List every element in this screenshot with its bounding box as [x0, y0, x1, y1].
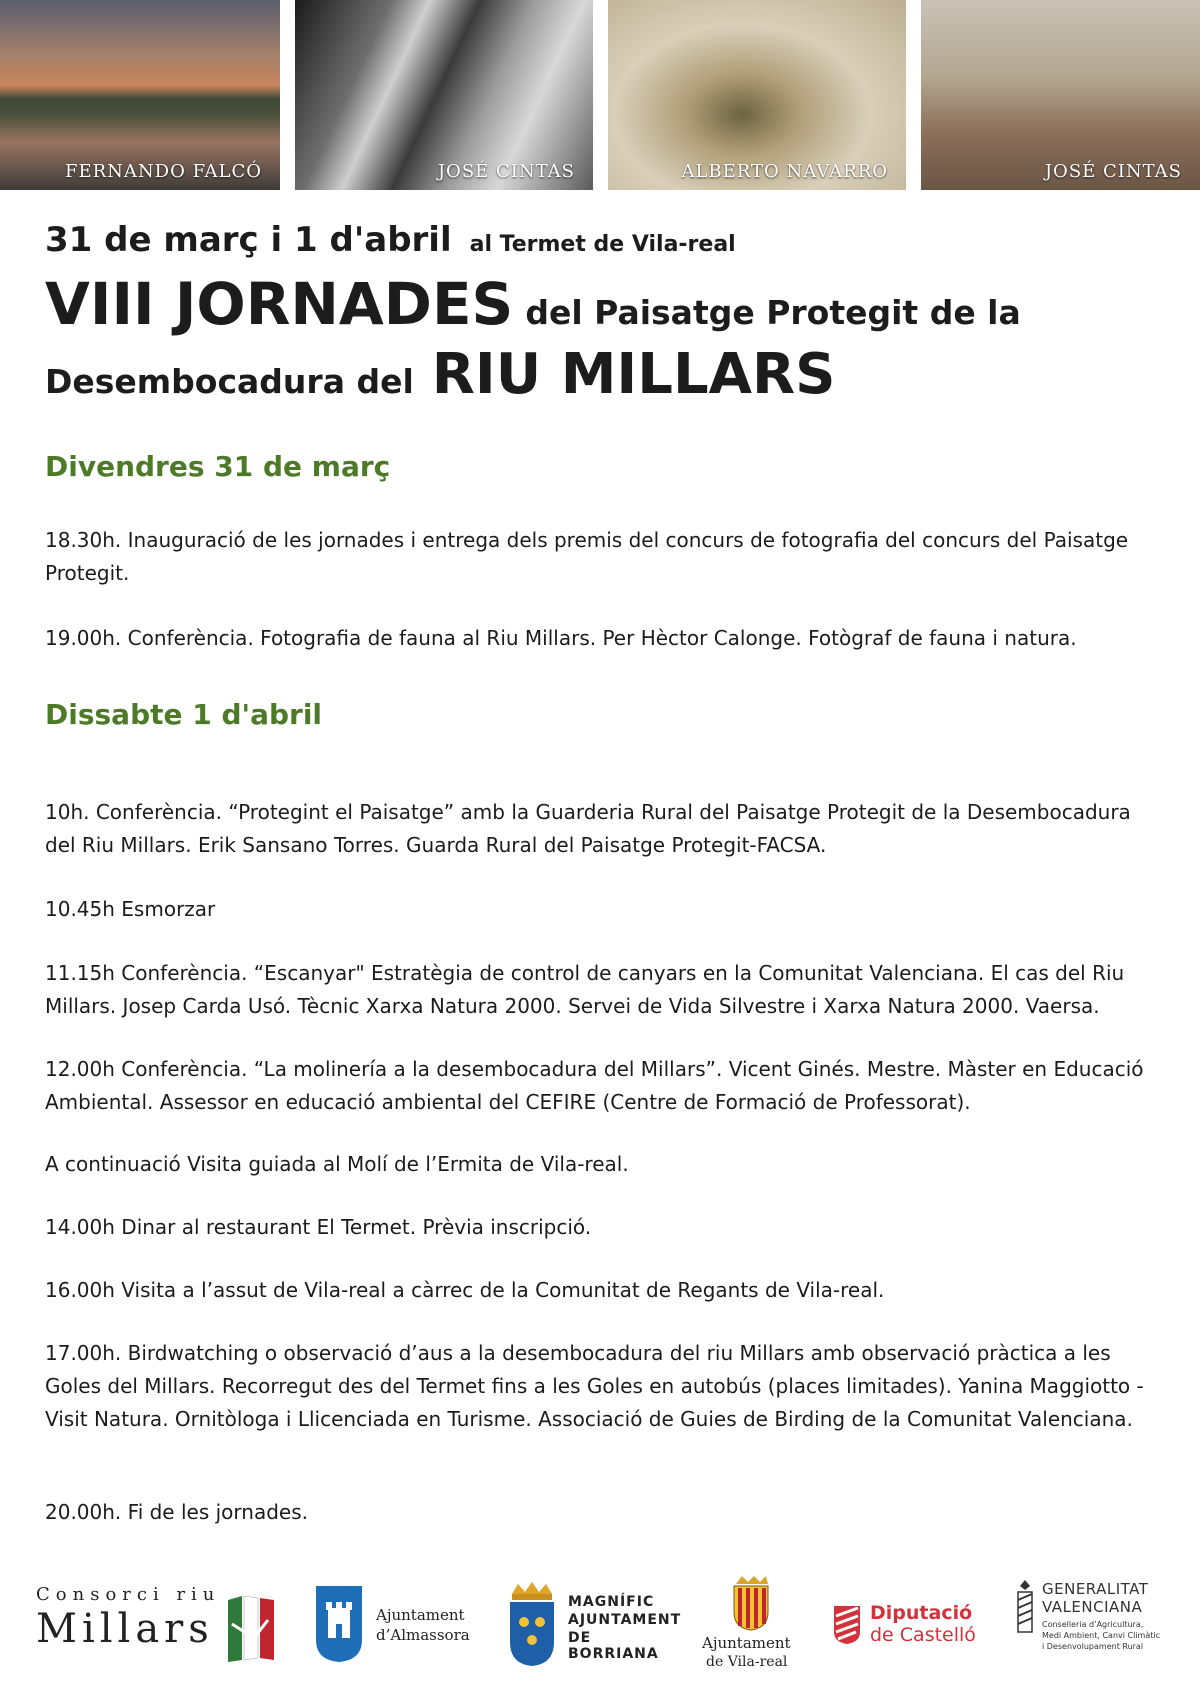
castle-shield-icon — [314, 1584, 364, 1664]
logo-text: VALENCIANA — [1042, 1598, 1143, 1616]
flag-icon — [224, 1594, 276, 1664]
schedule-item: 17.00h. Birdwatching o observació d’aus a la desembocadura del riu Millars amb observació pràctica a les Goles del Millars. Recorregut des del Termet fins a les Goles en autobús (places limitades). Yanina Maggiotto - Visit Natura. Ornitòloga i Llicenciada en Turisme. Associació de Guies de Birding de la Comunitat Valenciana. — [45, 1341, 1144, 1431]
logo-ajuntament-vila-real — [696, 1574, 806, 1674]
logo-ajuntament-almassora — [314, 1584, 474, 1664]
title-sub-2: Desembocadura del — [45, 362, 414, 401]
logo-text: Conselleria d’Agricultura, — [1042, 1620, 1144, 1629]
photo-bridge — [295, 0, 593, 190]
event-dates-line — [45, 220, 736, 260]
logo-text: DE BORRIANA — [568, 1630, 659, 1662]
logo-text: Ajuntament — [376, 1606, 465, 1624]
sponsor-logos — [0, 1570, 1200, 1680]
photo-beach-debris — [608, 0, 906, 190]
photo-credit: JOSÉ CINTAS — [1044, 161, 1182, 182]
title-line-2 — [45, 342, 835, 407]
logo-text: MAGNÍFIC — [568, 1594, 655, 1610]
event-dates: 31 de març i 1 d'abril — [45, 220, 452, 260]
logo-text: Medi Ambient, Canvi Climàtic — [1042, 1631, 1160, 1640]
event-venue: al Termet de Vila-real — [469, 232, 736, 257]
schedule-item: 14.00h Dinar al restaurant El Termet. Prèvia inscripció. — [45, 1215, 592, 1239]
logo-text: AJUNTAMENT — [568, 1612, 682, 1628]
photo-credit: JOSÉ CINTAS — [437, 161, 575, 182]
schedule-item: A continuació Visita guiada al Molí de l’Ermita de Vila-real. — [45, 1152, 629, 1176]
logo-text: Millars — [36, 1606, 214, 1652]
day-heading-saturday: Dissabte 1 d'abril — [45, 698, 323, 731]
coat-of-arms-icon — [728, 1574, 774, 1632]
photo-credit: ALBERTO NAVARRO — [681, 161, 888, 182]
logo-generalitat-valenciana — [1012, 1578, 1182, 1673]
photo-credit: FERNANDO FALCÓ — [65, 161, 262, 182]
schedule-item: 10.45h Esmorzar — [45, 897, 216, 921]
photo-river-sunset — [0, 0, 280, 190]
schedule-item: 11.15h Conferència. “Escanyar" Estratègia de control de canyars en la Comunitat Valenciana. El cas del Riu Millars. Josep Carda Usó. Tècnic Xarxa Natura 2000. Servei de Vida Silvestre i Xarxa Natura 2000. Vaersa. — [45, 961, 1125, 1018]
logo-text: i Desenvolupament Rural — [1042, 1642, 1144, 1651]
logo-consorci-riu-millars — [36, 1584, 276, 1664]
title-sub-1: del Paisatge Protegit de la — [525, 293, 1021, 332]
title-line-1 — [45, 270, 1021, 338]
logo-diputacio-castello — [832, 1596, 982, 1656]
logo-text: d’Almassora — [376, 1626, 470, 1644]
photo-strip — [0, 0, 1200, 190]
schedule-item: 18.30h. Inauguració de les jornades i entrega dels premis del concurs de fotografia del concurs del Paisatge Protegit. — [45, 528, 1129, 585]
logo-text: Diputació — [870, 1602, 973, 1624]
schedule-item: 16.00h Visita a l’assut de Vila-real a càrrec de la Comunitat de Regants de Vila-real. — [45, 1278, 885, 1302]
title-main: VIII JORNADES — [45, 270, 514, 338]
logo-text: Consorci riu — [36, 1584, 221, 1605]
logo-text: de Vila-real — [706, 1654, 788, 1670]
schedule-item: 19.00h. Conferència. Fotografia de fauna al Riu Millars. Per Hèctor Calonge. Fotògraf de fauna i natura. — [45, 626, 1077, 650]
logo-text: de Castelló — [870, 1624, 976, 1646]
bat-crest-icon — [1012, 1578, 1038, 1638]
logo-text: GENERALITAT — [1042, 1580, 1149, 1598]
logo-ajuntament-borriana — [506, 1580, 686, 1670]
title-river: RIU MILLARS — [431, 342, 836, 407]
schedule-item: 12.00h Conferència. “La molinería a la desembocadura del Millars”. Vicent Ginés. Mestre. Màster en Educació Ambiental. Assessor en educació ambiental del CEFIRE (Centre de Formació de Professorat). — [45, 1057, 1144, 1114]
crown-shield-icon — [506, 1580, 558, 1668]
schedule-item: 10h. Conferència. “Protegint el Paisatge” amb la Guarderia Rural del Paisatge Protegit de la Desembocadura del Riu Millars. Erik Sansano Torres. Guarda Rural del Paisatge Protegit-FACSA. — [45, 800, 1131, 857]
photo-bare-trees — [921, 0, 1200, 190]
day-heading-friday: Divendres 31 de març — [45, 450, 391, 483]
logo-text: Ajuntament — [702, 1634, 791, 1652]
stripes-shield-icon — [832, 1602, 862, 1646]
schedule-item: 20.00h. Fi de les jornades. — [45, 1500, 308, 1524]
